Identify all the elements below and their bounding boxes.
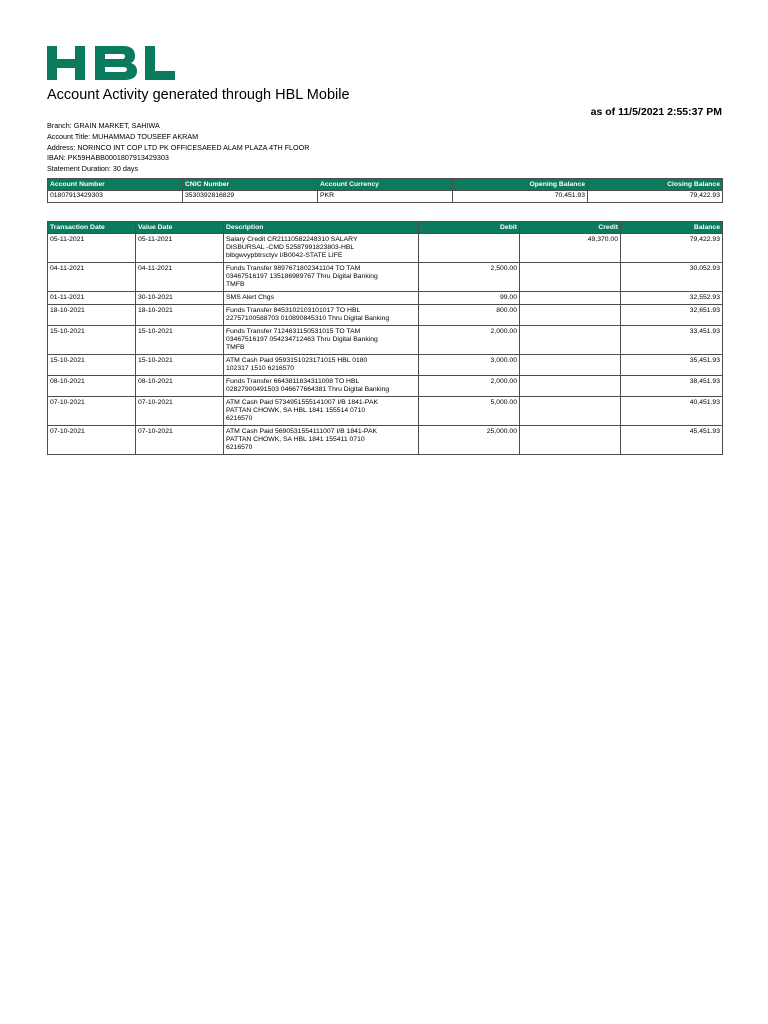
balance: 79,422.93 <box>621 234 723 263</box>
credit <box>520 292 621 305</box>
account-summary-table <box>47 178 723 203</box>
transaction-date: 18-10-2021 <box>48 305 136 326</box>
value-date: 07-10-2021 <box>136 397 224 426</box>
header-cnic-number: CNIC Number <box>183 179 318 191</box>
transaction-date: 15-10-2021 <box>48 355 136 376</box>
account-number: 01807913429303 <box>48 191 183 203</box>
transaction-date: 08-10-2021 <box>48 376 136 397</box>
transaction-date: 04-11-2021 <box>48 263 136 292</box>
value-date: 08-10-2021 <box>136 376 224 397</box>
debit: 5,000.00 <box>419 397 520 426</box>
cnic-number: 3530392816829 <box>183 191 318 203</box>
debit: 3,000.00 <box>419 355 520 376</box>
table-row <box>48 326 723 355</box>
balance: 32,552.93 <box>621 292 723 305</box>
description: ATM Cash Paid 5690531554111007 I/B 1841-PAK PATTAN CHOWK, SA HBL 1841 155411 0710 6216570 <box>224 426 419 455</box>
debit <box>419 234 520 263</box>
credit <box>520 426 621 455</box>
table-row <box>48 426 723 455</box>
header-description: Description <box>224 222 419 234</box>
value-date: 07-10-2021 <box>136 426 224 455</box>
transaction-date: 15-10-2021 <box>48 326 136 355</box>
transaction-date: 01-11-2021 <box>48 292 136 305</box>
transaction-date: 05-11-2021 <box>48 234 136 263</box>
credit <box>520 376 621 397</box>
page-title: Account Activity generated through HBL Mobile <box>47 87 350 103</box>
balance: 38,451.93 <box>621 376 723 397</box>
duration-line: Statement Duration: 30 days <box>47 164 139 174</box>
description: Funds Transfer 8453102103101017 TO HBL 22757100588703 010890845310 Thru Digital Banking <box>224 305 419 326</box>
credit <box>520 305 621 326</box>
description: SMS Alert Chgs <box>224 292 419 305</box>
opening-balance: 70,451.93 <box>453 191 588 203</box>
value-date: 18-10-2021 <box>136 305 224 326</box>
table-row <box>48 376 723 397</box>
description: Funds Transfer 6643811834311008 TO HBL 02827900491503 046677664381 Thru Digital Banking <box>224 376 419 397</box>
balance: 40,451.93 <box>621 397 723 426</box>
debit: 2,500.00 <box>419 263 520 292</box>
credit <box>520 355 621 376</box>
description: Funds Transfer 9897671802341104 TO TAM 03467516197 135186989767 Thru Digital Banking TMFB <box>224 263 419 292</box>
header-credit: Credit <box>520 222 621 234</box>
balance: 45,451.93 <box>621 426 723 455</box>
credit: 49,370.00 <box>520 234 621 263</box>
statement-timestamp: as of 11/5/2021 2:55:37 PM <box>590 106 722 118</box>
debit: 2,000.00 <box>419 376 520 397</box>
table-row <box>48 397 723 426</box>
summary-header-row <box>48 179 723 191</box>
debit: 800.00 <box>419 305 520 326</box>
account-currency: PKR <box>318 191 453 203</box>
value-date: 30-10-2021 <box>136 292 224 305</box>
balance: 30,052.93 <box>621 263 723 292</box>
transaction-date: 07-10-2021 <box>48 397 136 426</box>
branch-line: Branch: GRAIN MARKET, SAHIWA <box>47 121 160 130</box>
hbl-logo <box>47 44 177 82</box>
description: ATM Cash Paid 9593151023171015 HBL 0180 102317 1510 6216570 <box>224 355 419 376</box>
header-closing-balance: Closing Balance <box>588 179 723 191</box>
closing-balance: 79,422.93 <box>588 191 723 203</box>
description: Salary Credit CR21110582248310 SALARY DISBURSAL -CMD 52587991823803-HBL blbgwvypbtrsctyv I/B0042-STATE LIFE <box>224 234 419 263</box>
value-date: 15-10-2021 <box>136 355 224 376</box>
iban-line: IBAN: PK59HABB0001807913429303 <box>47 153 169 163</box>
table-row <box>48 263 723 292</box>
credit <box>520 263 621 292</box>
description: Funds Transfer 7124631150531015 TO TAM 03467516197 054234712463 Thru Digital Banking TMFB <box>224 326 419 355</box>
transactions-header-row <box>48 222 723 234</box>
header-balance: Balance <box>621 222 723 234</box>
table-row <box>48 355 723 376</box>
header-opening-balance: Opening Balance <box>453 179 588 191</box>
header-debit: Debit <box>419 222 520 234</box>
table-row <box>48 305 723 326</box>
balance: 32,651.93 <box>621 305 723 326</box>
value-date: 05-11-2021 <box>136 234 224 263</box>
header-transaction-date: Transaction Date <box>48 222 136 234</box>
description: ATM Cash Paid 5734951555141007 I/B 1841-PAK PATTAN CHOWK, SA HBL 1841 155514 0710 6216570 <box>224 397 419 426</box>
account-title-line: Account Title: MUHAMMAD TOUSEEF AKRAM <box>47 131 199 141</box>
value-date: 04-11-2021 <box>136 263 224 292</box>
transactions-table <box>47 221 723 455</box>
credit <box>520 326 621 355</box>
transaction-date: 07-10-2021 <box>48 426 136 455</box>
header-account-currency: Account Currency <box>318 179 453 191</box>
credit <box>520 397 621 426</box>
summary-row <box>48 191 723 203</box>
table-row <box>48 292 723 305</box>
header-value-date: Value Date <box>136 222 224 234</box>
debit: 99.00 <box>419 292 520 305</box>
balance: 33,451.93 <box>621 326 723 355</box>
account-info <box>47 121 309 175</box>
transactions-body <box>48 234 723 455</box>
debit: 25,000.00 <box>419 426 520 455</box>
header-account-number: Account Number <box>48 179 183 191</box>
address-line: Address: NORINCO INT COP LTD PK OFFICESAEED ALAM PLAZA 4TH FLOOR <box>47 142 310 152</box>
balance: 35,451.93 <box>621 355 723 376</box>
debit: 2,000.00 <box>419 326 520 355</box>
table-row <box>48 234 723 263</box>
value-date: 15-10-2021 <box>136 326 224 355</box>
